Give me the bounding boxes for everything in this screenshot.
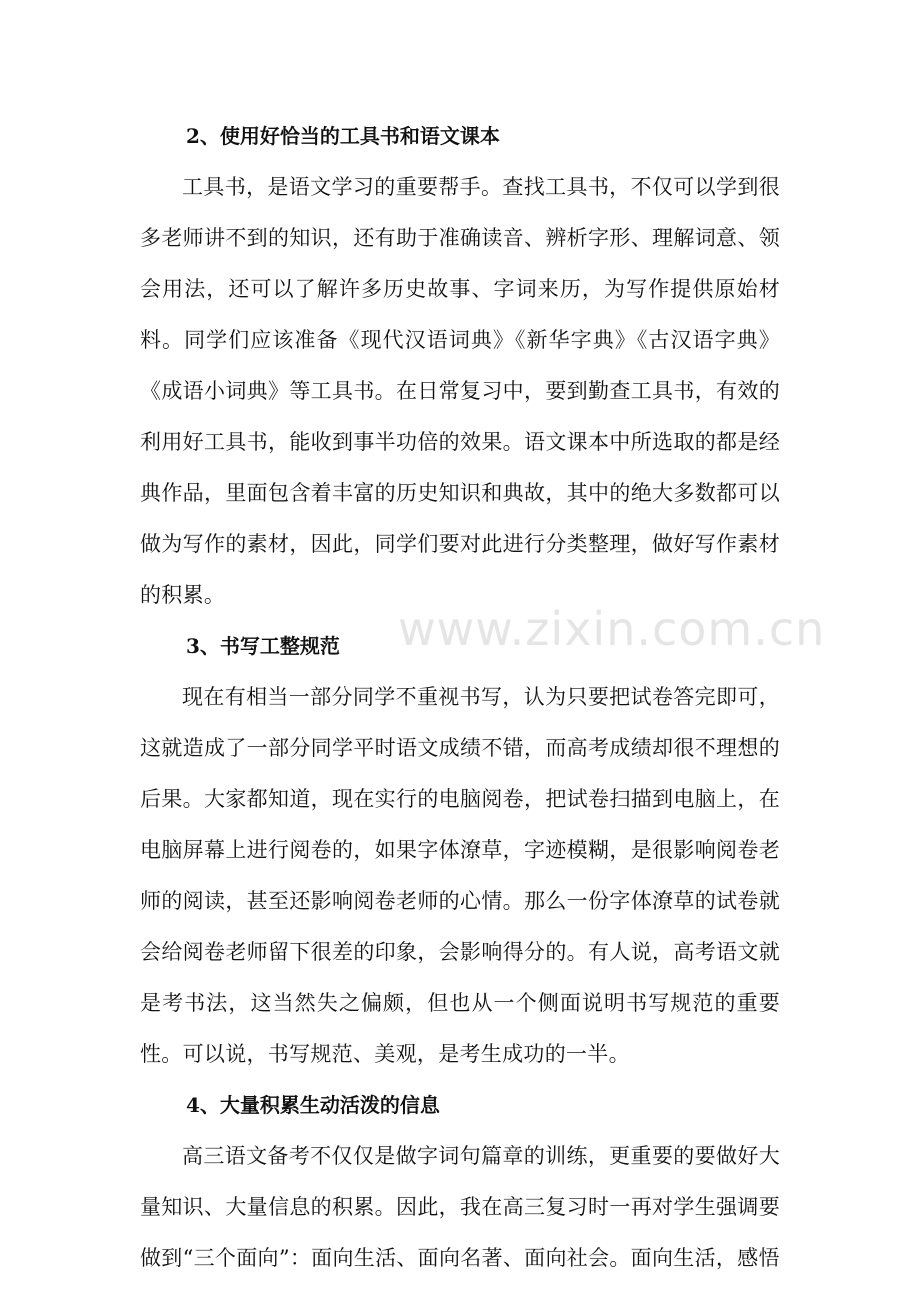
section-heading-tools: 2、使用好恰当的工具书和语文课本 — [186, 124, 500, 148]
section-paragraph-handwriting: 现在有相当一部分同学不重视书写，认为只要把试卷答完即可，这就造成了一部分同学平时语文成绩不错，而高考成绩却很不理想的后果。大家都知道，现在实行的电脑阅卷，把试卷扫描到电脑上，在电脑屏幕上进行阅卷的，如果字体潦草，字迹模糊，是很影响阅卷老师的阅读，甚至还影响阅卷老师的心情。那么一份字体潦草的试卷就会给阅卷老师留下很差的印象，会影响得分的。有人说，高考语文就是考书法，这当然失之偏颇，但也从一个侧面说明书写规范的重要性。可以说，书写规范、美观，是考生成功的一半。 — [140, 685, 780, 1066]
section-paragraph-information: 高三语文备考不仅仅是做字词句篇章的训练，更重要的要做好大量知识、大量信息的积累。因此，我在高三复习时一再对学生强调要做到“三个面向”：面向生活、面向名著、面向社会。面向生活，感悟 — [140, 1144, 780, 1270]
site-watermark: www.zixin.com.cn — [398, 602, 826, 656]
section-heading-information: 4、大量积累生动活泼的信息 — [186, 1093, 440, 1117]
section-paragraph-tools: 工具书，是语文学习的重要帮手。查找工具书，不仅可以学到很多老师讲不到的知识，还有助于准确读音、辨析字形、理解词意、领会用法，还可以了解许多历史故事、字词来历，为写作提供原始材料。同学们应该准备《现代汉语词典》《新华字典》《古汉语字典》《成语小词典》等工具书。在日常复习中，要到勤查工具书，有效的利用好工具书，能收到事半功倍的效果。语文课本中所选取的都是经典作品，里面包含着丰富的历史知识和典故，其中的绝大多数都可以做为写作的素材，因此，同学们要对此进行分类整理，做好写作素材的积累。 — [140, 175, 780, 607]
section-heading-handwriting: 3、书写工整规范 — [186, 634, 340, 658]
document-body — [140, 111, 780, 1284]
